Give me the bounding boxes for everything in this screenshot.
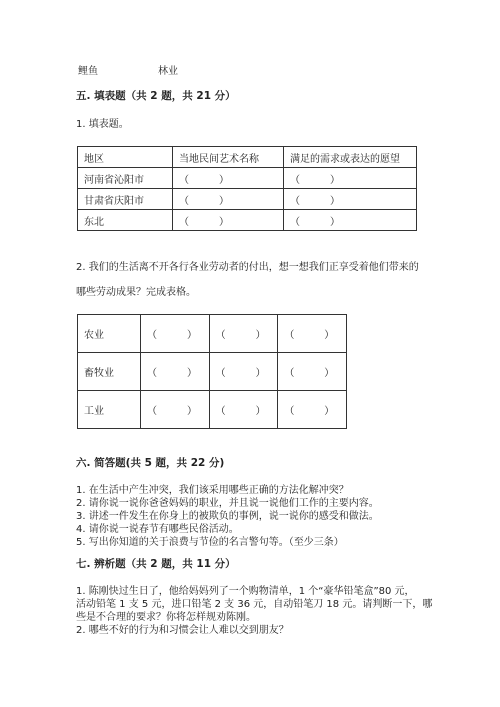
table-row <box>78 391 347 429</box>
table-row <box>78 189 417 210</box>
list-item: 2. 请你说一说你爸爸妈妈的职业，并且说一说他们工作的主要内容。 <box>76 498 379 509</box>
table-row <box>78 353 347 391</box>
answer-blank[interactable]: （ ） <box>209 353 278 391</box>
answer-blank[interactable]: （ ） <box>278 391 347 429</box>
table-cell: 东北 <box>78 210 173 231</box>
section-5-q2-prompt-line-2: 哪些劳动成果？完成表格。 <box>76 287 196 298</box>
section-7-line: 些是不合理的要求？你将怎样规劝陈刚。 <box>76 612 256 623</box>
answer-blank[interactable]: （ ） <box>141 391 210 429</box>
section-7-line: 活动铅笔 1 支 5 元，进口铅笔 2 支 36 元，自动铅笔刀 18 元。请判断一下，哪 <box>76 599 433 610</box>
table-row <box>78 147 417 168</box>
section-5-q2-prompt-line-1: 2. 我们的生活离不开各行各业劳动者的付出，想一想我们正享受着他们带来的 <box>76 262 419 273</box>
table-row <box>78 210 417 231</box>
section-7-line: 1. 陈刚快过生日了，他给妈妈列了一个购物清单，1 个“豪华铅笔盒”80 元， <box>76 586 415 597</box>
answer-blank[interactable]: （ ） <box>284 168 417 189</box>
q1-table <box>77 146 417 231</box>
answer-blank[interactable]: （ ） <box>173 168 284 189</box>
answer-blank[interactable]: （ ） <box>141 353 210 391</box>
table-cell: 工业 <box>78 391 141 429</box>
section-7-heading: 七. 辨析题（共 2 题，共 11 分） <box>76 558 236 570</box>
list-item: 5. 写出你知道的关于浪费与节俭的名言警句等。（至少三条） <box>76 537 344 548</box>
top-item-1: 鲤鱼 <box>78 66 98 77</box>
answer-blank[interactable]: （ ） <box>209 315 278 353</box>
section-5-q1-prompt: 1. 填表题。 <box>76 119 129 130</box>
answer-blank[interactable]: （ ） <box>284 189 417 210</box>
list-item: 1. 在生活中产生冲突，我们该采用哪些正确的方法化解冲突？ <box>76 485 349 496</box>
table-header-cell: 地区 <box>78 147 173 168</box>
answer-blank[interactable]: （ ） <box>141 315 210 353</box>
section-7-line: 2. 哪些不好的行为和习惯会让人难以交到朋友？ <box>76 625 289 636</box>
list-item: 4. 请你说一说春节有哪些民俗活动。 <box>76 524 239 535</box>
answer-blank[interactable]: （ ） <box>284 210 417 231</box>
table-cell: 农业 <box>78 315 141 353</box>
top-item-2: 林业 <box>158 66 178 77</box>
table-header-cell: 满足的需求或表达的愿望 <box>284 147 417 168</box>
answer-blank[interactable]: （ ） <box>209 391 278 429</box>
section-5-heading: 五. 填表题（共 2 题，共 21 分） <box>76 90 236 102</box>
section-6-heading: 六. 简答题(共 5 题，共 22 分) <box>76 457 225 469</box>
table-row <box>78 315 347 353</box>
table-header-cell: 当地民间艺术名称 <box>173 147 284 168</box>
table-cell: 畜牧业 <box>78 353 141 391</box>
answer-blank[interactable]: （ ） <box>278 353 347 391</box>
q2-table <box>77 314 347 429</box>
list-item: 3. 讲述一件发生在你身上的被欺负的事例，说一说你的感受和做法。 <box>76 511 379 522</box>
answer-blank[interactable]: （ ） <box>173 210 284 231</box>
table-cell: 河南省沁阳市 <box>78 168 173 189</box>
table-cell: 甘肃省庆阳市 <box>78 189 173 210</box>
answer-blank[interactable]: （ ） <box>278 315 347 353</box>
answer-blank[interactable]: （ ） <box>173 189 284 210</box>
table-row <box>78 168 417 189</box>
